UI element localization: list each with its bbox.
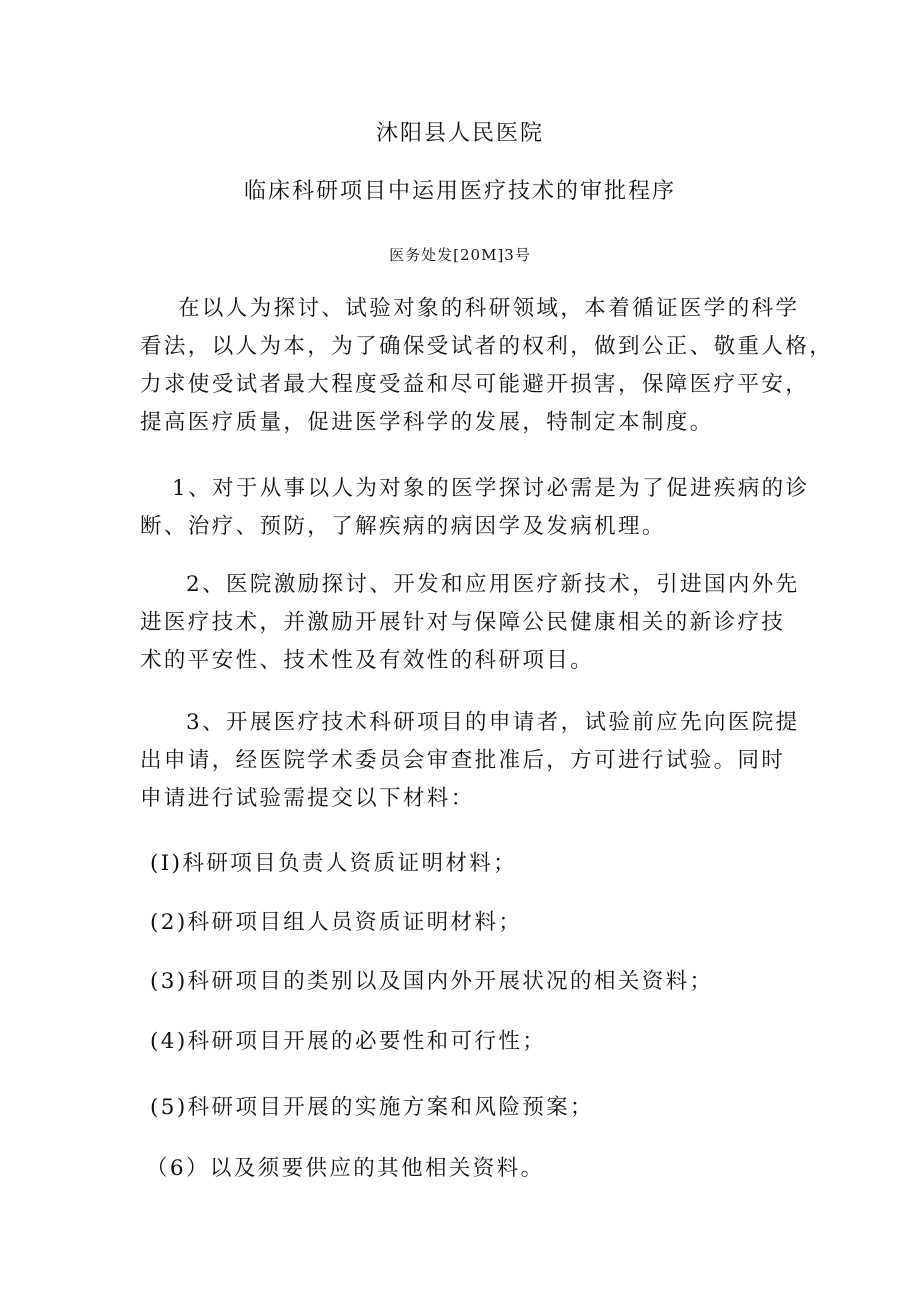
clause-3-paragraph (140, 704, 800, 818)
intro-line: 提高医疗质量，促进医学科学的发展，特制定本制度。 (140, 410, 714, 435)
document-subtitle: 临床科研项目中运用医疗技术的审批程序 (243, 179, 676, 204)
intro-line: 看法，以人为本，为了确保受试者的权利，做到公正、敬重人格， (140, 334, 834, 359)
material-item: (5)科研项目开展的实施方案和风险预案； (150, 1095, 594, 1120)
intro-line: 在以人为探讨、试验对象的科研领域，本着循证医学的科学 (178, 296, 800, 321)
clause-line: 断、治疗、预防，了解疾病的病因学及发病机理。 (140, 514, 666, 539)
clause-line: 出申请，经医院学术委员会审查批准后，方可进行试验。同时 (140, 748, 786, 773)
intro-line: 力求使受试者最大程度受益和尽可能避开损害，保障医疗平安， (140, 372, 810, 397)
document-title: 沐阳县人民医院 (375, 121, 544, 146)
clause-line: 进医疗技术，并激励开展针对与保障公民健康相关的新诊疗技 (140, 610, 786, 635)
clause-line: 2、医院激励探讨、开发和应用医疗新技术，引进国内外先 (186, 572, 800, 597)
clause-line: 1、对于从事以人为对象的医学探讨必需是为了促进疾病的诊 (172, 476, 810, 501)
intro-paragraph (140, 290, 834, 442)
clause-line: 3、开展医疗技术科研项目的申请者，试验前应先向医院提 (186, 710, 800, 735)
material-item: (I)科研项目负责人资质证明材料； (150, 851, 518, 876)
material-item: （6）以及须要供应的其他相关资料。 (146, 1156, 545, 1181)
material-item: (4)科研项目开展的必要性和可行性； (150, 1029, 547, 1054)
material-item: (2)科研项目组人员资质证明材料； (150, 910, 523, 935)
material-item: (3)科研项目的类别以及国内外开展状况的相关资料； (150, 969, 714, 994)
clause-2-paragraph (140, 566, 800, 680)
clause-line: 申请进行试验需提交以下材料： (140, 786, 475, 811)
document-number: 医务处发[20M]3号 (389, 246, 531, 264)
clause-1-paragraph (140, 470, 810, 546)
clause-line: 术的平安性、技术性及有效性的科研项目。 (140, 648, 595, 673)
